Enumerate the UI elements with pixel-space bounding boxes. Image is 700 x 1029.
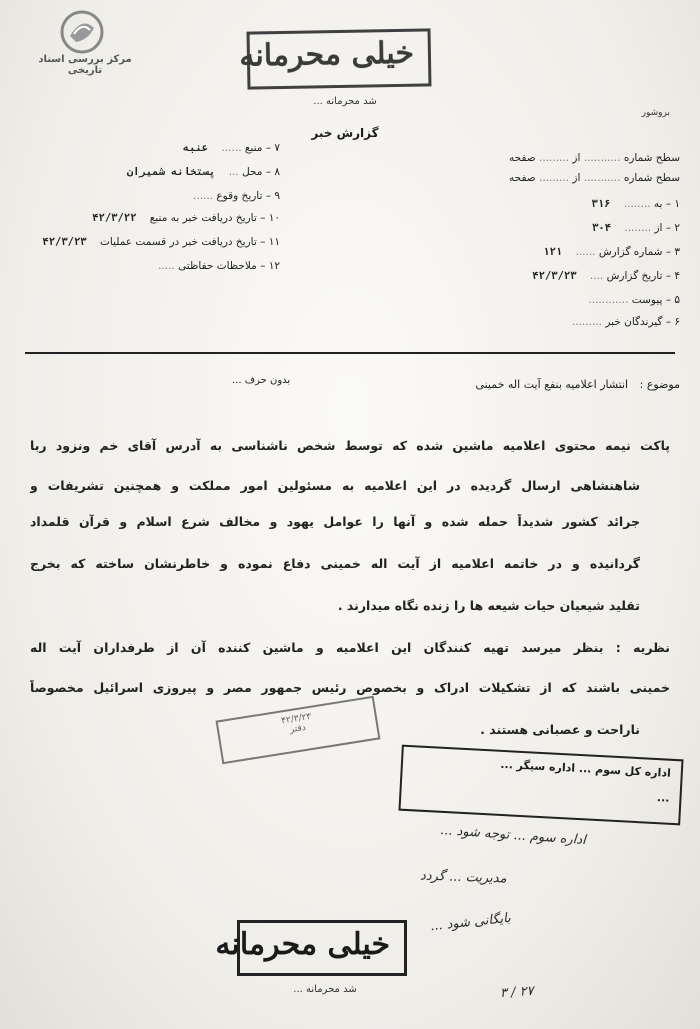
form-field-report-date: ۴ – تاریخ گزارش .... ۴۲/۳/۲۳ — [532, 270, 680, 282]
classification-stamp-sub-bottom: شد محرمانه ... — [293, 984, 357, 995]
archive-logo — [20, 10, 140, 76]
received-stamp: ۴۲/۳/۲۳ دفتر — [216, 696, 381, 764]
classification-stamp-bottom: خیلی محرمانه — [237, 920, 407, 976]
handwritten-note-1: اداره سوم ... توجه شود ... — [439, 822, 587, 849]
form-field-from: ۲ – از ........ ۳۰۴ — [592, 222, 680, 234]
body-line-5: تقلید شیعیان حیات شیعه ها را زنده نگاه میدارند . — [337, 598, 640, 613]
subject-text: انتشار اعلامیه بنفع آیت اله خمینی — [475, 378, 629, 391]
handwritten-note-3: بایگانی شود ... — [429, 910, 512, 935]
corner-note: بروشور — [641, 108, 670, 118]
classification-stamp-top: خیلی محرمانه — [247, 28, 432, 89]
form-field-to: ۱ – به ........ ۳۱۶ — [591, 198, 680, 210]
handwritten-note-4: ۲۷ / ۳ — [499, 983, 535, 1002]
handwritten-note-2: مدیریت ... گردد — [419, 868, 507, 887]
header-divider — [25, 352, 675, 354]
archive-logo-icon — [60, 10, 104, 54]
body-line-7: خمینی باشند که از تشکیلات ادراک و بخصوص رئیس جمهور مصر و پیروزی اسرائیل مخصوصاً — [30, 680, 670, 695]
subject-side-note: بدون حرف ... — [232, 375, 291, 386]
distribution-line-1: اداره کل سوم ... اداره سیگر ... — [500, 757, 672, 780]
body-line-6: نظریه : بنظر میرسد تهیه کنندگان این اعلامیه و ماشین کننده آن از طرفداران آیت اله — [30, 640, 670, 655]
body-line-1: پاکت نیمه محتوی اعلامیه ماشین شده که توسط شخص ناشناسی به آدرس آقای خم ونزود ربا — [30, 438, 670, 453]
form-field-protection-notes: ۱۲ – ملاحظات حفاظتی ..... — [158, 260, 280, 272]
classification-stamp-sub-top: شد محرمانه ... — [313, 96, 377, 107]
distribution-box — [398, 745, 683, 826]
body-line-4: گردانیده و در خاتمه اعلامیه از آیت اله خمینی دفاع نموده و خاطرنشان ساخته که بخرج — [30, 556, 640, 571]
form-field-event-date: ۹ – تاریخ وقوع ...... — [193, 190, 280, 202]
distribution-line-2: ... — [656, 791, 670, 805]
form-field-report-number: ۳ – شماره گزارش ...... ۱۲۱ — [543, 246, 680, 258]
subject-label: موضوع : — [639, 378, 680, 391]
body-line-8: ناراحت و عصبانی هستند . — [480, 722, 640, 737]
body-line-3: جرائد کشور شدیداً حمله شده و آنها را عوامل یهود و مخالف شرع اسلام و قرآن قلمداد — [30, 514, 640, 529]
form-field-recipients: ۶ – گیرندگان خبر ......... — [571, 316, 680, 328]
form-field-page-2: سطح شماره ........... از ......... صفحه — [509, 172, 680, 184]
form-field-source: ۷ – منبع ...... عنبه — [182, 142, 280, 154]
body-line-2: شاهنشاهی ارسال گردیده در این اعلامیه به مسئولین امور مملکت و همچنین تشریفات و — [30, 478, 640, 493]
form-field-page-1: سطح شماره ........... از ......... صفحه — [509, 152, 680, 164]
form-field-ops-received-date: ۱۱ – تاریخ دریافت خبر در قسمت عملیات ۴۲/۳/۲۳ — [42, 236, 280, 248]
form-field-source-received-date: ۱۰ – تاریخ دریافت خبر به منبع ۴۲/۳/۲۲ — [92, 212, 280, 224]
report-title: گزارش خبر — [311, 126, 379, 140]
form-field-attachment: ۵ – پیوست ............ — [588, 294, 680, 306]
logo-caption: مرکز بررسی اسناد تاریخی — [38, 54, 132, 76]
form-field-location: ۸ – محل ... پستخانه شمیران — [126, 166, 280, 178]
